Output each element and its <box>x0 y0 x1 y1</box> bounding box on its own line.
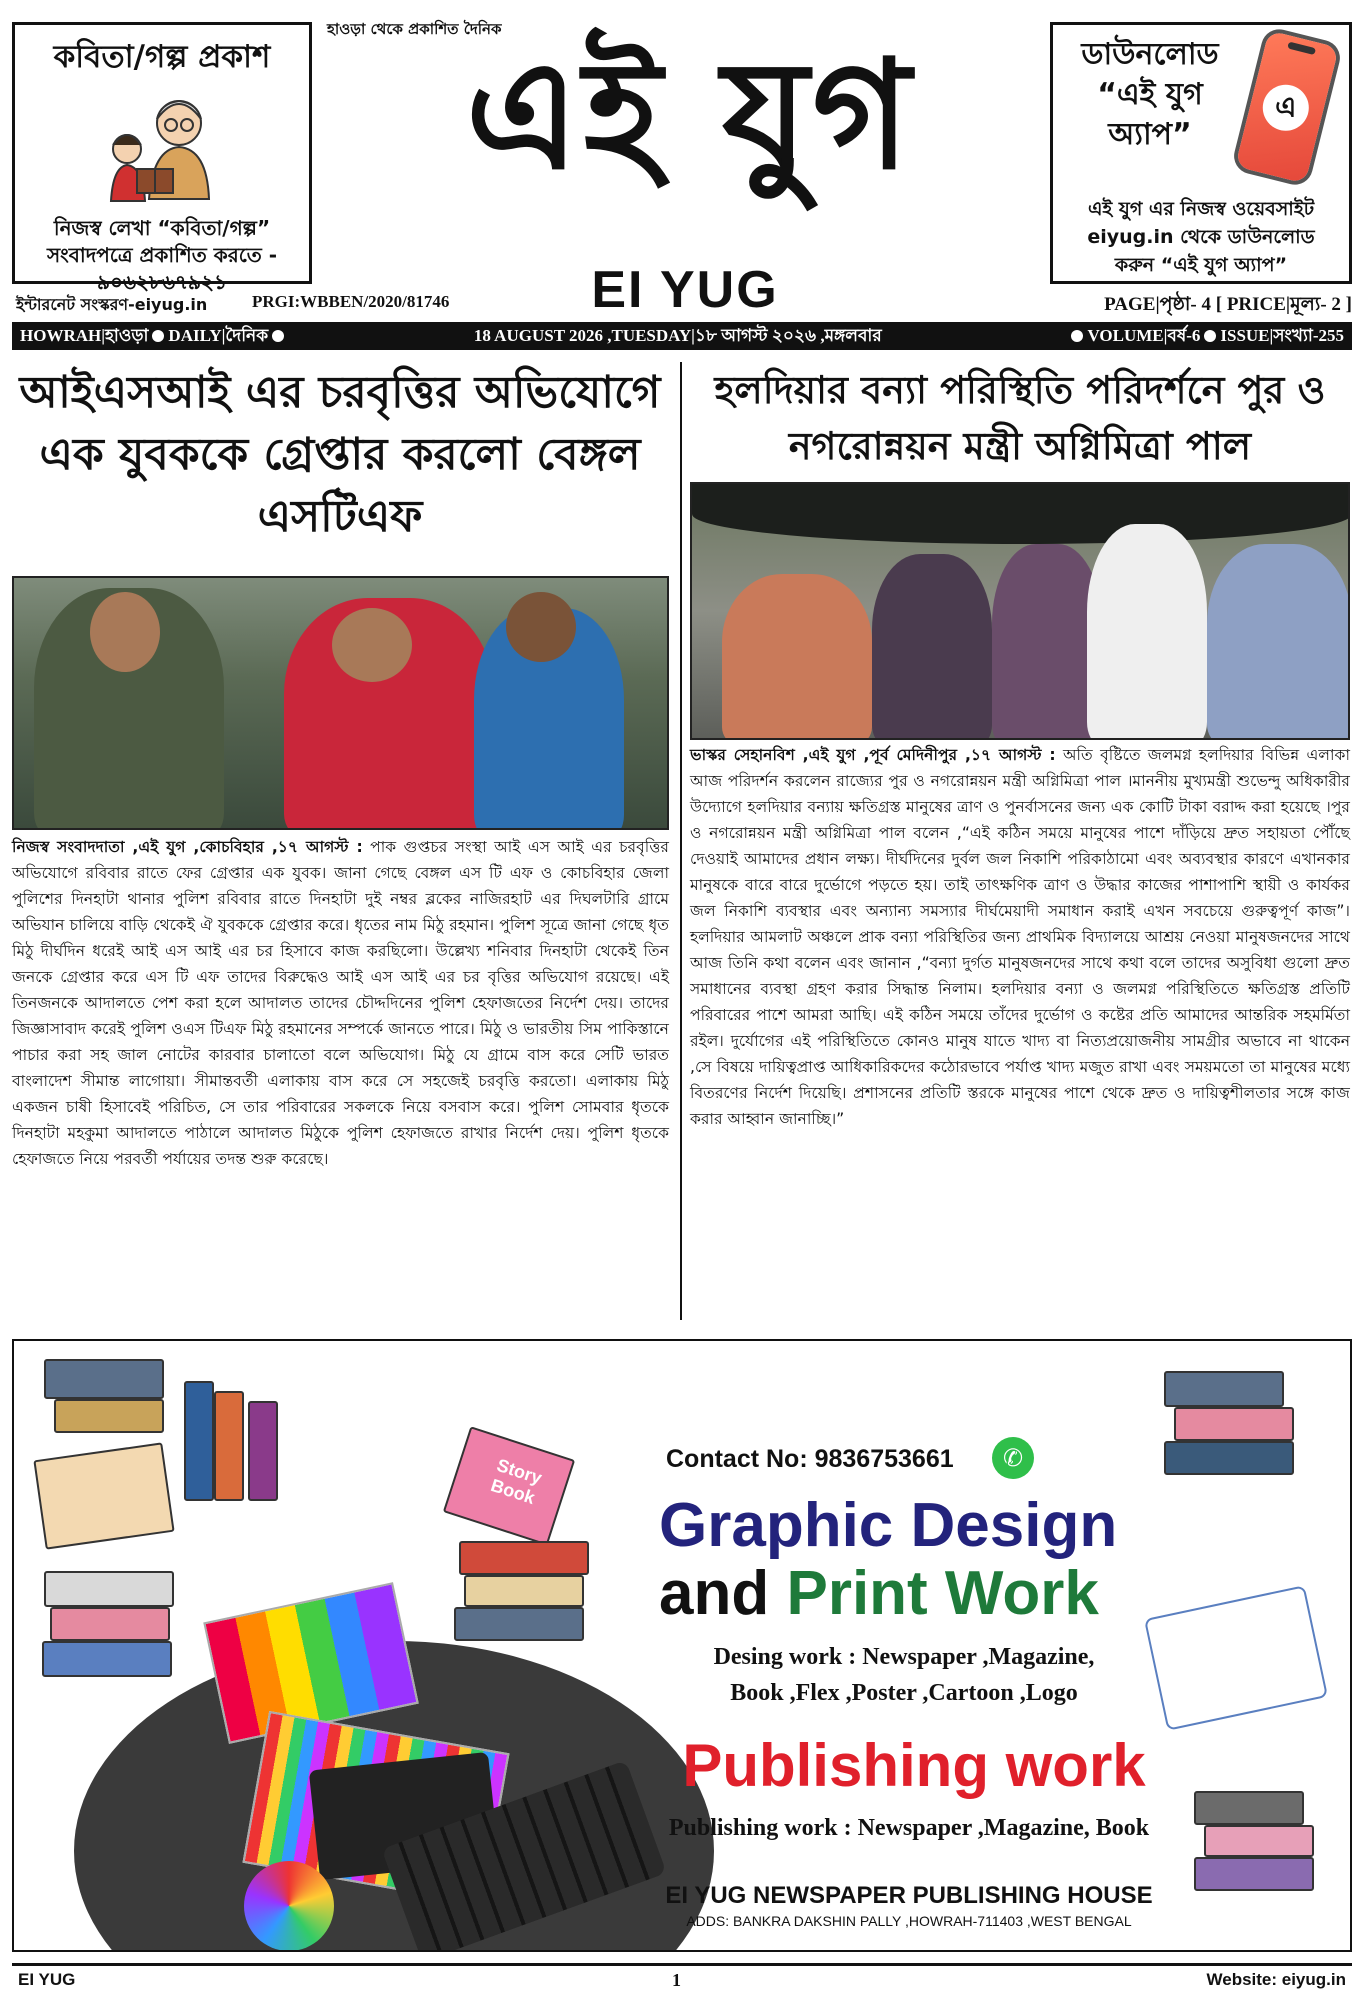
tagline: হাওড়া থেকে প্রকাশিত দৈনিক <box>327 20 502 38</box>
ad-publishing-description: Publishing work : Newspaper ,Magazine, Book <box>668 1815 1150 1841</box>
app-box-title-line1: ডাউনলোড <box>1081 37 1219 72</box>
ad-design-line2: Book ,Flex ,Poster ,Cartoon ,Logo <box>730 1680 1078 1706</box>
app-download-box[interactable] <box>1050 22 1352 284</box>
ad-title-graphic-design: Graphic Design <box>659 1491 1118 1560</box>
info-city: HOWRAH|হাওড়া DAILY|দৈনিক <box>20 322 288 350</box>
info-volume-issue: VOLUME|বর্ষ-6 ISSUE|সংখ্যা-255 <box>1067 322 1344 350</box>
poetry-box-line2: সংবাদপত্রে প্রকাশিত করতে - <box>46 243 278 267</box>
ad-design-description <box>654 1639 1154 1711</box>
ad-title-publishing: Publishing work <box>682 1732 1146 1799</box>
app-box-title-line3: অ্যাপ” <box>1108 117 1192 152</box>
app-box-title <box>1065 35 1235 155</box>
web-edition: ইন্টারনেট সংস্করণ-eiyug.in <box>16 295 208 314</box>
article-left-headline[interactable]: আইএসআই এর চরবৃত্তির অভিযোগে এক যুবককে গ্রেপ্তার করলো বেঙ্গল এসটিএফ <box>19 367 661 542</box>
app-box-line1: এই যুগ এর নিজস্ব ওয়েবসাইট <box>1087 198 1315 220</box>
info-bar <box>12 322 1352 350</box>
article-right-headline[interactable]: হলদিয়ার বন্যা পরিস্থিতি পরিদর্শনে পুর ও নগরোন্নয়ন মন্ত্রী অগ্নিমিত্রা পাল <box>714 368 1326 468</box>
reading-grandmother-illustration <box>97 89 227 209</box>
info-date: 18 AUGUST 2026 ,TUESDAY|১৮ আগস্ট ২০২৬ ,মঙ্গলবার <box>473 326 882 345</box>
article-right-body <box>690 742 1350 1132</box>
advertisement[interactable] <box>12 1339 1352 1952</box>
footer-page-number: 1 <box>672 1970 681 1990</box>
masthead-logo-english: EI YUG <box>591 261 779 319</box>
prgi-number: PRGI:WBBEN/2020/81746 <box>252 292 450 311</box>
design-desk-illustration <box>14 1341 634 1952</box>
footer-paper-name: EI YUG <box>18 1970 76 1989</box>
ad-address: ADDS: BANKRA DAKSHIN PALLY ,HOWRAH-711403 ,WEST BENGAL <box>686 1913 1132 1929</box>
article-left-byline: নিজস্ব সংবাদদাতা ,এই যুগ ,কোচবিহার ,১৭ আগস্ট : <box>12 838 363 856</box>
open-book-illustration <box>1144 1585 1328 1731</box>
article-left-text: পাক গুপ্তচর সংস্থা আই এস আই এর চরবৃত্তির অভিযোগে রবিবার রাতে ফের গ্রেপ্তার এক যুবক। জানা গেছে বেঙ্গল এস টি এফ ও কোচবিহার জেলা পুলিশের দিনহাটা থানার পুলিশ রবিবার রাতে দিনহাটা দুই নম্বর ব্লকের নাজিরহাট এর দিঘলটারি গ্রামে অভিযান চালিয়ে বাড়ি থেকেই ঐ যুবককে গ্রেপ্তার করে। ধৃতের নাম মিঠু রহমান। পুলিশ সূত্রে জানা গেছে ধৃত মিঠু দীর্ঘদিন ধরেই আই এস আই এর চর হিসাবে কাজ করছিলো। উল্লেখ্য শনিবার দিনহাটা থেকেই তিন জনকে গ্রেপ্তার করে এস টি এফ তাদের বিরুদ্ধেও আই এস আই এর চর বৃত্তির অভিযোগ রয়েছে। এই তিনজনকে আদালতে পেশ করা হলে আদালত তাদের চৌদ্দদিনের পুলিশ হেফাজতের নির্দেশ দেয়। তাদের জিজ্ঞাসাবাদ করেই পুলিশ ওএস টিএফ মিঠু রহমানের সম্পর্কে জানতে পারে। মিঠু ও ভারতীয় সিম পাকিস্তানে পাচার করা সহ জাল নোটের কারবার চালাতো বলে অভিযোগ। মিঠু যে গ্রামে বাস করে সেটি ভারত বাংলাদেশ সীমান্ত লাগোয়া। সীমান্তবর্তী এলাকায় বাস করে সে সহজেই চরবৃত্তি করতো। এলাকায় মিঠু একজন চাষী হিসাবেই পরিচিত, সে তার পরিবারের সকলকে নিয়ে বসবাস করে। পুলিশ সোমবার ধৃতকে দিনহাটা মহকুমা আদালতে পাঠালে আদালত মিঠুকে পুলিশ হেফাজতে রাখার নির্দেশ দেয়। পুলিশ ধৃতকে হেফাজতে নিয়ে পরবর্তী পর্যায়ের তদন্ত শুরু করেছে। <box>12 838 669 1168</box>
footer-website-link[interactable]: Website: eiyug.in <box>1206 1970 1346 1989</box>
article-left-body <box>12 834 669 1172</box>
article-right-text: অতি বৃষ্টিতে জলমগ্ন হলদিয়ার বিভিন্ন এলাকা আজ পরিদর্শন করলেন রাজ্যের পুর ও নগরোন্নয়ন মন্ত্রী অগ্নিমিত্রা পাল ।মাননীয় মুখ্যমন্ত্রী শুভেন্দু অধিকারীর উদ্যোগে হলদিয়ার বন্যায় ক্ষতিগ্রস্ত মানুষের ত্রাণ ও পুনর্বাসনের জন্য এক কোটি টাকা বরাদ্দ করা হয়েছে ।পুর ও নগরোন্নয়ন মন্ত্রী অগ্নিমিত্রা পাল বলেন ,“এই কঠিন সময়ে মানুষের পাশে দাঁড়িয়ে দ্রুত সহায়তা পৌঁছে দেওয়াই আমাদের প্রধান লক্ষ্য। দীর্ঘদিনের দুর্বল জল নিকাশি পরিকাঠামো এবং অব্যবস্থার কারণে এখানকার মানুষকে বারে বারে দুর্ভোগে পড়তে হয়। তাই তাৎক্ষণিক ত্রাণ ও উদ্ধার কাজের পাশাপাশি স্থায়ী ও কার্যকর জল নিকাশি ব্যবস্থার এবং অন্যান্য সমস্যার দীর্ঘমেয়াদী সমাধান করাই এখন সবচেয়ে গুরুত্বপূর্ণ কাজ”। হলদিয়ার আমলাট অঞ্চলে প্রাক বন্যা পরিস্থিতির জন্য প্রাথমিক বিদ্যালয়ে আশ্রয় নেওয়া মানুষজনদের সাথে আজ তিনি কথা বলেন এবং জানান ,“বন্যা দুর্গত মানুষজনদের সাথে কথা বলে তাদের অসুবিধা গুলো দ্রুত সমাধানের ব্যবস্থা গ্রহণ করার সিদ্ধান্ত নিলাম। হলদিয়ার বন্যা ও জলমগ্ন পরিস্থিতিতে ক্ষতিগ্রস্ত প্রতিটি পরিবারের পাশে আমরা আছি। এই কঠিন সময়ে তাঁদের দুর্ভোগ ও কষ্টের প্রতি আমাদের আন্তরিক সহমর্মিতা রইল। দুর্যোগের এই পরিস্থিতিতে কোনও মানুষ যাতে খাদ্য বা নিত্যপ্রয়োজনীয় সামগ্রীর অভাবে না থাকেন ,সে বিষয়ে দায়িত্বপ্রাপ্ত আধিকারিকদের কঠোরভাবে পর্যাপ্ত খাদ্য মজুত রাখা এবং সময়মতো তা মানুষের মধ্যে বিতরণের নির্দেশ দিয়েছি। প্রশাসনের প্রতিটি স্তরকে মানুষের পাশে থেকে দ্রুত ও দায়িত্বশীলতার সঙ্গে কাজ করার আহ্বান জানাচ্ছি।” <box>690 746 1350 1128</box>
column-divider <box>680 362 682 1320</box>
ad-design-line1: Desing work : Newspaper ,Magazine, <box>713 1644 1095 1670</box>
article-right-byline: ভাস্কর সেহানবিশ ,এই যুগ ,পূর্ব মেদিনীপুর ,১৭ আগস্ট : <box>690 746 1056 764</box>
article-left-photo[interactable] <box>12 576 669 830</box>
footer-rule <box>12 1963 1352 1966</box>
app-box-line3: করুন “এই যুগ অ্যাপ” <box>1114 254 1288 276</box>
masthead-logo-bengali: এই যুগ <box>465 27 915 203</box>
poetry-box-phone: ৯০৬২৮৬৭৯২১ <box>97 270 227 294</box>
poetry-box-line1: নিজস্ব লেখা “কবিতা/গল্প” <box>53 216 271 240</box>
ad-title-print-work: and Print Work <box>659 1559 1099 1628</box>
phone-icon <box>1235 30 1339 183</box>
ad-contact-number[interactable]: Contact No: 9836753661 <box>666 1445 954 1473</box>
app-box-text <box>1053 195 1349 279</box>
page-price: PAGE|পৃষ্ঠা- 4 [ PRICE|মূল্য- 2 ] <box>1104 294 1352 315</box>
app-box-title-line2: “এই যুগ <box>1097 77 1203 112</box>
article-right-photo[interactable] <box>690 482 1350 740</box>
poetry-story-box <box>12 22 312 294</box>
app-logo-icon: এ <box>1263 85 1309 131</box>
story-book-label: Story Book <box>488 1454 545 1508</box>
ad-publishing-house: EI YUG NEWSPAPER PUBLISHING HOUSE <box>665 1882 1153 1909</box>
poetry-box-title: কবিতা/গল্প প্রকাশ <box>53 39 271 75</box>
app-box-line2: eiyug.in থেকে ডাউনলোড <box>1087 226 1315 248</box>
whatsapp-icon[interactable]: ✆ <box>992 1437 1034 1479</box>
